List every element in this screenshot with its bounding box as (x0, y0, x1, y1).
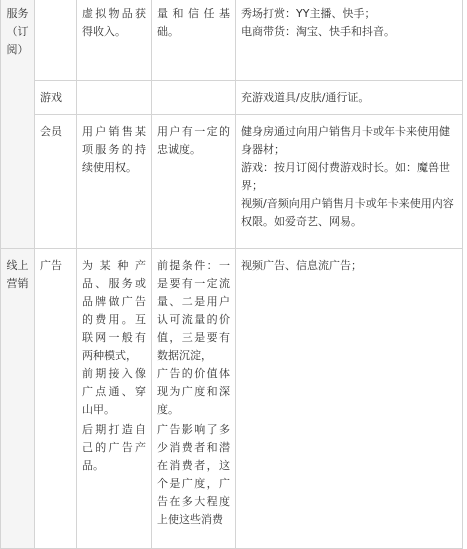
definition-cell: 为某种产品、服务或品牌做广告的费用。互联网一般有两种模式， 前期接入像广点通、穿山甲。 后期打造自己的广告产品。 (77, 249, 152, 549)
table-row (1, 0, 463, 81)
category-label: 服务（订阅） (6, 7, 29, 56)
examples-cell: 视频广告、信息流广告； (236, 249, 463, 549)
table-row (1, 115, 463, 249)
category-label: 线上营销 (6, 259, 29, 290)
condition-cell (152, 81, 236, 115)
table-row (1, 81, 463, 115)
definition-cell (77, 81, 152, 115)
examples-cell: 秀场打赏：YY主播、快手； 电商带货：淘宝、快手和抖音。 (236, 0, 463, 81)
condition-cell: 前提条件：一是要有一定流量、二是用户认可流量的价值，三是要有数据沉淀， 广告的价值体现为广度和深度。 广告影响了多少消费者和潜在消费者，这个是广度，广告在多大程度上使这些消费 (152, 249, 236, 549)
type-cell: 广告 (35, 249, 77, 549)
type-cell (35, 0, 77, 81)
type-cell: 游戏 (35, 81, 77, 115)
condition-cell: 用户有一定的忠诚度。 (152, 115, 236, 249)
type-cell: 会员 (35, 115, 77, 249)
definition-cell: 虚拟物品获得收入。 (77, 0, 152, 81)
examples-cell: 健身房通过向用户销售月卡或年卡来使用健身器材； 游戏：按月订阅付费游戏时长。如：魔兽世界； 视频/音频向用户销售月卡或年卡来使用内容权限。如爱奇艺、网易。 (236, 115, 463, 249)
condition-cell: 量和信任基础。 (152, 0, 236, 81)
table-row (1, 249, 463, 549)
definition-cell: 用户销售某项服务的持续使用权。 (77, 115, 152, 249)
examples-cell: 充游戏道具/皮肤/通行证。 (236, 81, 463, 115)
category-cell-online-marketing (1, 249, 35, 549)
category-cell-service (1, 0, 35, 249)
